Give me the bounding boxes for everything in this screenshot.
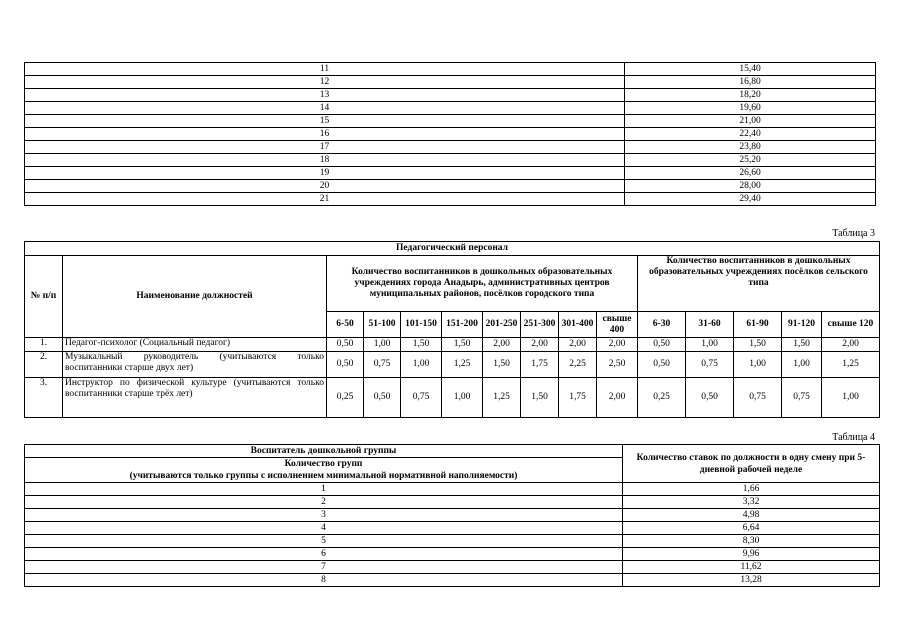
value-cell: 18,20 xyxy=(625,89,876,102)
rate-cell: 0,75 xyxy=(686,352,734,378)
rate-cell: 1,75 xyxy=(521,352,559,378)
rate-cell: 0,75 xyxy=(401,378,442,418)
table-row xyxy=(25,89,876,102)
position-name-cell: Инструктор по физической культуре (учитываются только воспитанники старше трёх лет) xyxy=(63,378,327,418)
value-cell: 15,40 xyxy=(625,63,876,76)
rate-cell: 2,00 xyxy=(597,378,638,418)
value-cell: 16,80 xyxy=(625,76,876,89)
table-row xyxy=(25,352,880,378)
table-row xyxy=(25,128,876,141)
rate-cell: 1,50 xyxy=(521,378,559,418)
rate-cell: 9,96 xyxy=(623,548,880,561)
range-header: 101-150 xyxy=(401,312,442,338)
table-row xyxy=(25,141,876,154)
rate-cell: 1,50 xyxy=(734,338,782,352)
col-position-header: Наименование должностей xyxy=(63,256,327,338)
rate-cell: 1,25 xyxy=(442,352,483,378)
rate-cell: 0,75 xyxy=(782,378,822,418)
range-header: 6-50 xyxy=(327,312,364,338)
position-name-cell: Музыкальный руководитель (учитываются только воспитанники старше двух лет) xyxy=(63,352,327,378)
range-header: 201-250 xyxy=(483,312,521,338)
rate-cell: 0,75 xyxy=(364,352,401,378)
table-row xyxy=(25,102,876,115)
city-group-header: Количество воспитанников в дошкольных образовательных учреждениях города Анадырь, административных центров муниципальных районов, посёлков городского типа xyxy=(327,256,638,312)
rate-cell: 1,25 xyxy=(822,352,880,378)
range-header: 151-200 xyxy=(442,312,483,338)
position-name-cell: Педагог-психолог (Социальный педагог) xyxy=(63,338,327,352)
table-row xyxy=(25,338,880,352)
rate-cell: 2,25 xyxy=(559,352,597,378)
table-row xyxy=(25,561,880,574)
table-row xyxy=(25,193,876,206)
rates-header: Количество ставок по должности в одну смену при 5-дневной рабочей неделе xyxy=(623,445,880,483)
rate-cell: 8,30 xyxy=(623,535,880,548)
value-cell: 22,40 xyxy=(625,128,876,141)
value-cell: 26,60 xyxy=(625,167,876,180)
range-header: 301-400 xyxy=(559,312,597,338)
table-row xyxy=(25,496,880,509)
range-header: 31-60 xyxy=(686,312,734,338)
rate-cell: 13,28 xyxy=(623,574,880,587)
row-number-cell: 3. xyxy=(25,378,63,418)
continuation-table-body xyxy=(25,63,876,206)
row-number-cell: 13 xyxy=(25,89,625,102)
table-row xyxy=(25,180,876,193)
row-number-cell: 2. xyxy=(25,352,63,378)
row-number-cell: 16 xyxy=(25,128,625,141)
continuation-table xyxy=(24,62,876,206)
table-row xyxy=(25,167,876,180)
group-count-cell: 3 xyxy=(25,509,623,522)
table4-caption: Таблица 4 xyxy=(832,432,875,443)
rate-cell: 0,50 xyxy=(686,378,734,418)
row-number-cell: 18 xyxy=(25,154,625,167)
row-number-cell: 17 xyxy=(25,141,625,154)
rate-cell: 11,62 xyxy=(623,561,880,574)
rural-group-header: Количество воспитанников в дошкольных образовательных учреждениях посёлков сельского типа xyxy=(638,256,880,312)
group-count-note: (учитываются только группы с исполнением минимальной нормативной наполняемости) xyxy=(129,471,518,481)
value-cell: 29,40 xyxy=(625,193,876,206)
rate-cell: 0,50 xyxy=(364,378,401,418)
table-row xyxy=(25,535,880,548)
rate-cell: 1,25 xyxy=(483,378,521,418)
rate-cell: 2,50 xyxy=(597,352,638,378)
value-cell: 23,80 xyxy=(625,141,876,154)
rate-cell: 6,64 xyxy=(623,522,880,535)
row-number-cell: 15 xyxy=(25,115,625,128)
group-count-cell: 6 xyxy=(25,548,623,561)
rate-cell: 1,50 xyxy=(782,338,822,352)
rate-cell: 0,50 xyxy=(327,352,364,378)
group-count-cell: 1 xyxy=(25,483,623,496)
group-count-cell: 5 xyxy=(25,535,623,548)
group-teacher-table xyxy=(24,444,880,587)
row-number-cell: 19 xyxy=(25,167,625,180)
group-teacher-body xyxy=(25,483,880,587)
range-header: 61-90 xyxy=(734,312,782,338)
rate-cell: 0,25 xyxy=(638,378,686,418)
table-row xyxy=(25,378,880,418)
group-count-cell: 2 xyxy=(25,496,623,509)
group-count-header xyxy=(25,445,623,483)
rate-cell: 3,32 xyxy=(623,496,880,509)
pedagogical-staff-table xyxy=(24,241,880,418)
table-row xyxy=(25,509,880,522)
rate-cell: 1,00 xyxy=(364,338,401,352)
rate-cell: 0,50 xyxy=(327,338,364,352)
range-header: 51-100 xyxy=(364,312,401,338)
row-number-cell: 1. xyxy=(25,338,63,352)
range-header: 6-30 xyxy=(638,312,686,338)
rate-cell: 0,75 xyxy=(734,378,782,418)
rate-cell: 1,00 xyxy=(782,352,822,378)
rate-cell: 1,50 xyxy=(483,352,521,378)
rate-cell: 2,00 xyxy=(822,338,880,352)
rate-cell: 2,00 xyxy=(597,338,638,352)
value-cell: 19,60 xyxy=(625,102,876,115)
rate-cell: 1,00 xyxy=(822,378,880,418)
rate-cell: 1,00 xyxy=(442,378,483,418)
row-number-cell: 11 xyxy=(25,63,625,76)
group-count-cell: 7 xyxy=(25,561,623,574)
table-row xyxy=(25,522,880,535)
rate-cell: 1,75 xyxy=(559,378,597,418)
rate-cell: 0,50 xyxy=(638,338,686,352)
rate-cell: 1,50 xyxy=(442,338,483,352)
table3-caption: Таблица 3 xyxy=(832,228,875,239)
col-number-header: № п/п xyxy=(25,256,63,338)
range-header: 91-120 xyxy=(782,312,822,338)
rate-cell: 1,00 xyxy=(401,352,442,378)
row-number-cell: 21 xyxy=(25,193,625,206)
rate-cell: 0,50 xyxy=(638,352,686,378)
table3-title: Педагогический персонал xyxy=(25,242,880,256)
table-row xyxy=(25,115,876,128)
rate-cell: 4,98 xyxy=(623,509,880,522)
table-row xyxy=(25,548,880,561)
rate-cell: 2,00 xyxy=(483,338,521,352)
table-row xyxy=(25,154,876,167)
value-cell: 25,20 xyxy=(625,154,876,167)
rate-cell: 2,00 xyxy=(559,338,597,352)
pedagogical-staff-body xyxy=(25,338,880,418)
table-row xyxy=(25,483,880,496)
group-count-cell: 4 xyxy=(25,522,623,535)
range-header: 251-300 xyxy=(521,312,559,338)
row-number-cell: 12 xyxy=(25,76,625,89)
table-row xyxy=(25,574,880,587)
range-header: свыше 400 xyxy=(597,312,638,338)
rate-cell: 1,50 xyxy=(401,338,442,352)
rate-cell: 1,00 xyxy=(686,338,734,352)
value-cell: 21,00 xyxy=(625,115,876,128)
table-row xyxy=(25,63,876,76)
table-row xyxy=(25,76,876,89)
row-number-cell: 20 xyxy=(25,180,625,193)
group-teacher-title: Воспитатель дошкольной группы xyxy=(25,445,622,458)
row-number-cell: 14 xyxy=(25,102,625,115)
rate-cell: 1,66 xyxy=(623,483,880,496)
rate-cell: 0,25 xyxy=(327,378,364,418)
group-count-label: Количество групп xyxy=(284,459,363,469)
rate-cell: 1,00 xyxy=(734,352,782,378)
range-header: свыше 120 xyxy=(822,312,880,338)
group-count-cell: 8 xyxy=(25,574,623,587)
value-cell: 28,00 xyxy=(625,180,876,193)
rate-cell: 2,00 xyxy=(521,338,559,352)
